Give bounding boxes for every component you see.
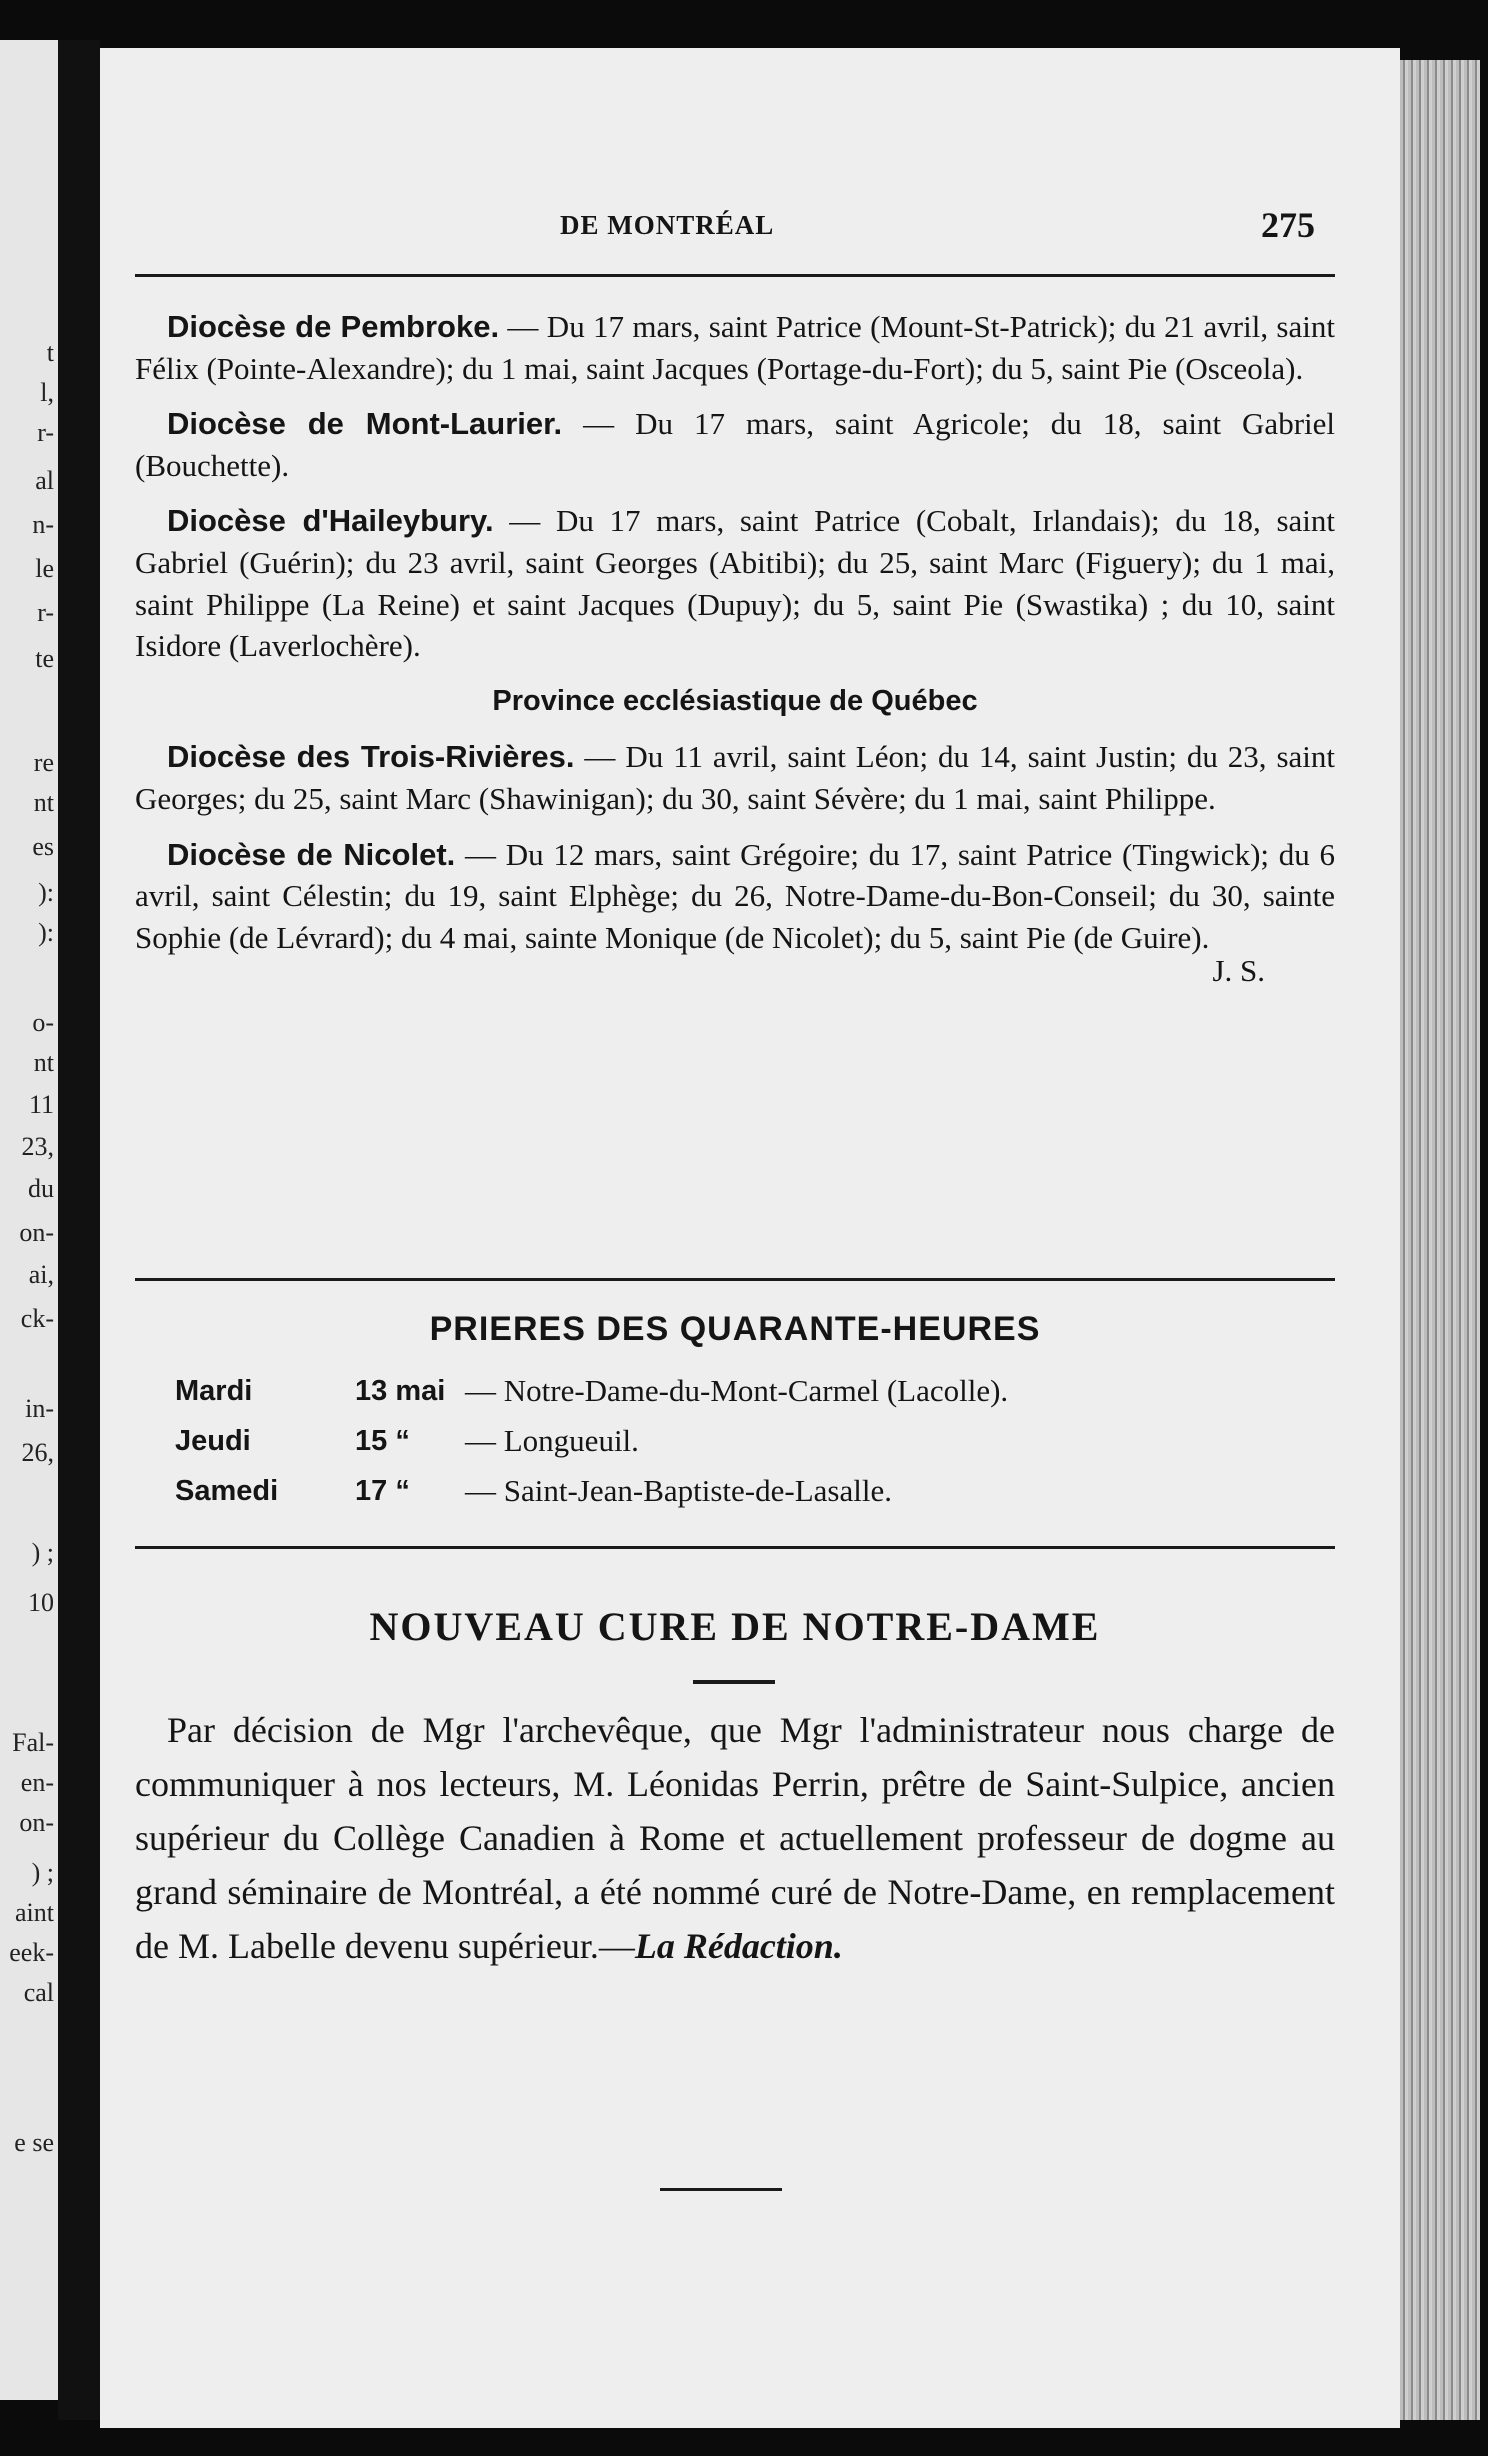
day-cell: Mardi	[175, 1374, 253, 1407]
paragraph-pembroke: Diocèse de Pembroke. — Du 17 mars, saint Patrice (Mount-St-Patrick); du 21 avril, saint Félix (Pointe-Alexandre); du 1 mai, saint Jacques (Portage-du-Fort); du 5, saint Pie (Osceola).	[135, 309, 1335, 386]
signature: J. S.	[1212, 953, 1265, 989]
left-page-fragment: 10	[28, 1588, 54, 1617]
end-rule	[660, 2188, 782, 2191]
left-page-fragment: es	[32, 832, 54, 861]
left-page-fragment: aint	[15, 1898, 54, 1927]
page-number: 275	[1261, 205, 1315, 245]
left-page-fragment: t	[46, 338, 54, 367]
quarante-heures-title: PRIERES DES QUARANTE-HEURES	[429, 1310, 1041, 1348]
left-page-fragment: r-	[37, 598, 54, 627]
left-page-fragment: ):	[38, 878, 54, 907]
left-page-fragment: ai,	[28, 1260, 54, 1289]
book-gutter	[58, 40, 100, 2420]
left-page-fragment: l,	[40, 378, 54, 407]
left-page-fragment: le	[35, 554, 54, 583]
header-rule	[135, 274, 1335, 277]
day-cell: Jeudi	[175, 1424, 251, 1457]
byline: La Rédaction.	[634, 1926, 843, 1966]
left-page-fragment: ) ;	[31, 1538, 54, 1567]
paragraph-mont-laurier: Diocèse de Mont-Laurier. — Du 17 mars, saint Agricole; du 18, saint Gabriel (Bouchette).	[135, 406, 1335, 483]
nouveau-cure-body	[135, 1703, 1335, 1973]
left-page-fragment: cal	[23, 1978, 54, 2007]
page-edges	[1400, 60, 1480, 2420]
place-cell: — Longueuil.	[465, 1423, 639, 1458]
left-page-fragment: o-	[32, 1008, 54, 1037]
day-cell: Samedi	[175, 1474, 279, 1507]
table-row	[175, 1416, 1315, 1466]
left-page-fragment: on-	[19, 1808, 54, 1837]
left-page-fragment: 26,	[21, 1438, 54, 1467]
left-page-fragment: n-	[32, 510, 54, 539]
date-cell: 17 “	[355, 1474, 410, 1507]
date-cell: 15 “	[355, 1424, 410, 1457]
left-page-fragment: 11	[28, 1090, 54, 1119]
nouveau-cure-title: NOUVEAU CURE DE NOTRE-DAME	[369, 1604, 1101, 1649]
table-row	[175, 1466, 1315, 1516]
left-page-fragment: en-	[20, 1768, 54, 1797]
left-page-fragment: r-	[37, 418, 54, 447]
book-page	[100, 48, 1400, 2428]
place-cell: — Notre-Dame-du-Mont-Carmel (Lacolle).	[465, 1373, 1009, 1408]
left-page-fragment: re	[33, 748, 54, 777]
title-dash	[693, 1680, 775, 1684]
running-title: DE MONTRÉAL	[560, 210, 775, 240]
left-page-fragment: al	[35, 466, 54, 495]
left-page-fragment: du	[28, 1174, 54, 1203]
left-page-fragment: in-	[25, 1394, 54, 1423]
paragraph-haileybury: Diocèse d'Haileybury. — Du 17 mars, saint Patrice (Cobalt, Irlandais); du 18, saint Gabriel (Guérin); du 23 avril, saint Georges (Abitibi); du 25, saint Marc (Figuery); du 1 mai, saint Philippe (La Reine) et saint Jacques (Dupuy); du 5, saint Pie (Swastika) ; du 10, saint Isidore (Laverlochère).	[135, 503, 1335, 664]
date-cell: 13 mai	[355, 1374, 446, 1407]
diocese-block	[135, 306, 1335, 1023]
running-head	[135, 205, 1335, 260]
left-page-margin	[0, 40, 58, 2400]
section-rule-2	[135, 1546, 1335, 1549]
left-page-fragment: ) ;	[31, 1858, 54, 1887]
left-page-fragment: eek-	[9, 1938, 54, 1967]
table-row	[175, 1366, 1315, 1416]
left-page-fragment: nt	[33, 1048, 54, 1077]
left-page-fragment: te	[35, 644, 54, 673]
place-cell: — Saint-Jean-Baptiste-de-Lasalle.	[465, 1473, 892, 1508]
paragraph-nicolet: Diocèse de Nicolet. — Du 12 mars, saint Grégoire; du 17, saint Patrice (Tingwick); du 6 avril, saint Célestin; du 19, saint Elphège; du 26, Notre-Dame-du-Bon-Conseil; du 30, sainte Sophie (de Lévrard); du 4 mai, sainte Monique (de Nicolet); du 5, saint Pie (de Guire).	[135, 836, 1335, 955]
quarante-heures-table	[175, 1366, 1315, 1516]
announcement-paragraph: Par décision de Mgr l'archevêque, que Mgr l'administrateur nous charge de communiquer à nos lecteurs, M. Léonidas Perrin, prêtre de Saint-Sulpice, ancien supérieur du Collège Canadien à Rome et actuellement professeur de dogme au grand séminaire de Montréal, a été nommé curé de Notre-Dame, en remplacement de M. Labelle devenu supérieur.—La Rédaction.	[135, 1710, 1335, 1966]
paragraph-trois-rivieres: Diocèse des Trois-Rivières. — Du 11 avril, saint Léon; du 14, saint Justin; du 23, saint Georges; du 25, saint Marc (Shawinigan); du 30, saint Sévère; du 1 mai, saint Philippe.	[135, 739, 1335, 816]
left-page-fragment: on-	[19, 1218, 54, 1247]
left-page-fragment: ):	[38, 918, 54, 947]
left-page-fragment: ck-	[20, 1304, 54, 1333]
left-page-fragment: Fal-	[12, 1728, 54, 1757]
left-page-fragment: e se	[14, 2128, 54, 2157]
section-rule-1	[135, 1278, 1335, 1281]
province-heading: Province ecclésiastique de Québec	[492, 684, 978, 717]
left-page-fragment: nt	[33, 788, 54, 817]
left-page-fragment: 23,	[21, 1132, 54, 1161]
